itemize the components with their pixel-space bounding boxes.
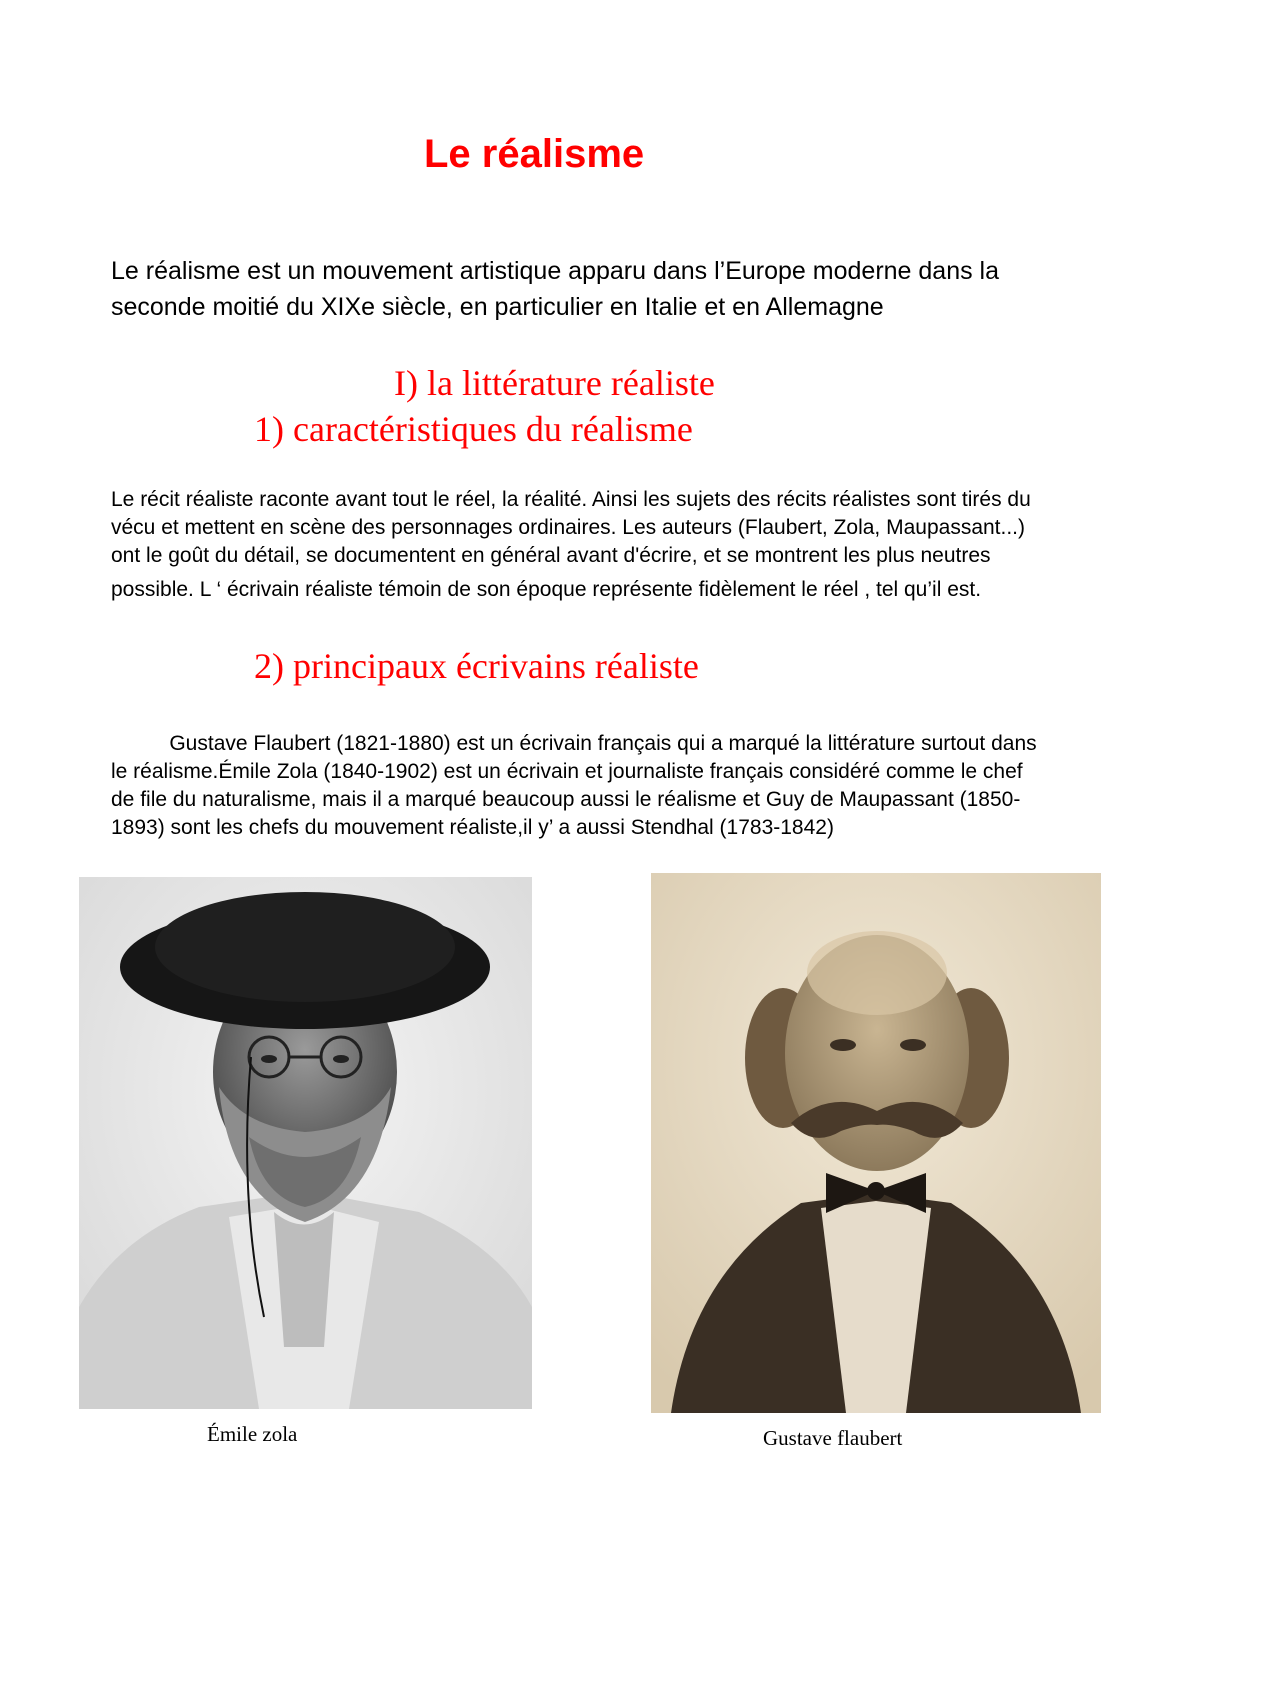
paragraph-line: le réalisme.Émile Zola (1840-1902) est un écrivain et journaliste français considéré comme le chef — [111, 760, 1023, 783]
flaubert-portrait-illustration — [651, 873, 1101, 1413]
zola-caption: Émile zola — [207, 1422, 298, 1446]
paragraph-line: Le récit réaliste raconte avant tout le réel, la réalité. Ainsi les sujets des récits réalistes sont tirés du — [111, 488, 1031, 511]
writers-paragraph — [111, 730, 1201, 842]
paragraph-line: de file du naturalisme, mais il a marqué beaucoup aussi le réalisme et Guy de Maupassant (1850- — [111, 788, 1021, 811]
paragraph-line: Gustave Flaubert (1821-1880) est un écrivain français qui a marqué la littérature surtout dans — [111, 732, 1037, 755]
paragraph-line: ont le goût du détail, se documentent en général avant d'écrire, et se montrent les plus neutres — [111, 544, 991, 567]
page-title: Le réalisme — [424, 132, 645, 176]
zola-portrait — [79, 877, 532, 1409]
section-heading: I) la littérature réaliste — [394, 363, 715, 403]
paragraph-line: vécu et mettent en scène des personnages ordinaires. Les auteurs (Flaubert, Zola, Maupassant...) — [111, 516, 1026, 539]
characteristics-paragraph — [111, 486, 1201, 604]
paragraph-line: 1893) sont les chefs du mouvement réaliste,il y’ a aussi Stendhal (1783-1842) — [111, 816, 834, 839]
subsection-heading-writers: 2) principaux écrivains réaliste — [254, 646, 699, 686]
intro-paragraph — [111, 253, 1191, 325]
flaubert-portrait — [651, 873, 1101, 1413]
subsection-heading-characteristics: 1) caractéristiques du réalisme — [254, 409, 693, 449]
flaubert-caption: Gustave flaubert — [763, 1426, 903, 1450]
intro-line: seconde moitié du XIXe siècle, en particulier en Italie et en Allemagne — [111, 293, 884, 321]
zola-portrait-illustration — [79, 877, 532, 1409]
intro-line: Le réalisme est un mouvement artistique apparu dans l’Europe moderne dans la — [111, 257, 1000, 285]
paragraph-line: possible. L ‘ écrivain réaliste témoin de son époque représente fidèlement le réel , tel qu’il est. — [111, 578, 982, 601]
